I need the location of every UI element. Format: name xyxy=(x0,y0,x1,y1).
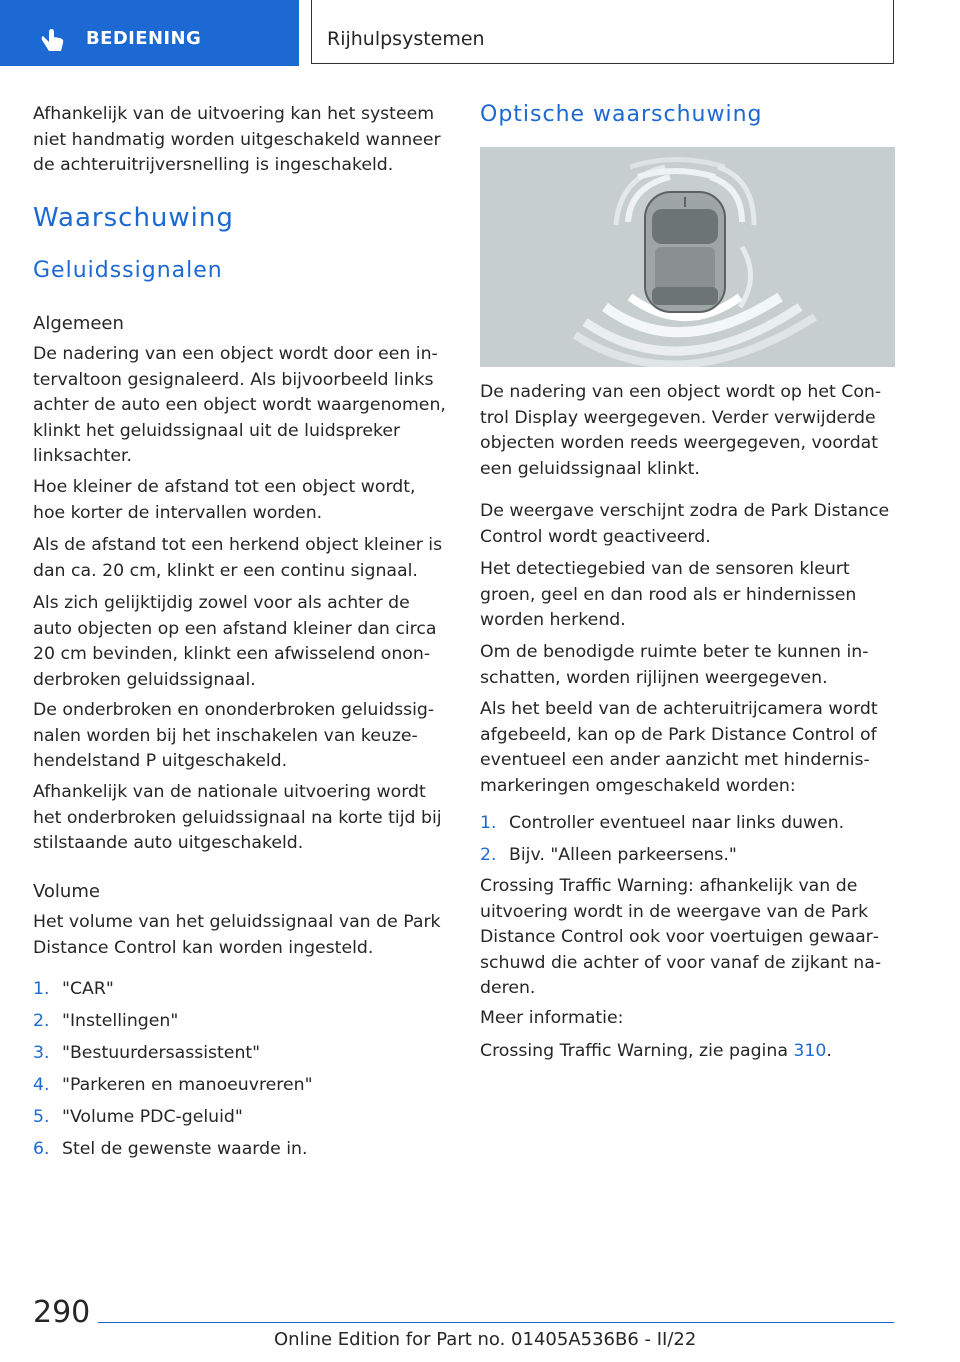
pdc-display-image xyxy=(480,147,895,367)
paragraph-keuzehendel: De onderbroken en ononderbroken geluidssignalen worden bij het inschakelen van keuzehendelstand P uitgeschakeld. xyxy=(33,700,435,771)
section-title: BEDIENING xyxy=(86,28,202,49)
heading-volume: Volume xyxy=(33,881,100,902)
paragraph-cross-reference xyxy=(480,1039,898,1065)
pointing-hand-icon xyxy=(40,26,66,52)
list-number: 2. xyxy=(33,1011,50,1031)
list-number: 2. xyxy=(480,845,497,865)
list-number: 4. xyxy=(33,1075,50,1095)
heading-geluidssignalen: Geluidssignalen xyxy=(33,258,223,283)
paragraph-control-display: De nadering van een object wordt op het Control Display weergegeven. Verder verwijderde objecten worden reeds weergegeven, voordat een geluidssignaal klinkt. xyxy=(480,382,882,479)
paragraph-nationale: Afhankelijk van de nationale uitvoering wordt het onderbroken geluidssignaal na korte tijd bij stilstaande auto uitgeschakeld. xyxy=(33,782,442,853)
paragraph-gelijktijdig: Als zich gelijktijdig zowel voor als achter de auto objecten op een afstand kleiner dan circa 20 cm bevinden, klinkt een afwisselend ononderbroken geluidssignaal. xyxy=(33,593,437,690)
intro-paragraph: Afhankelijk van de uitvoering kan het systeem niet handmatig worden uitgeschakeld wanneer de achteruitrijversnelling is ingeschakeld. xyxy=(33,104,441,175)
chapter-header xyxy=(311,0,894,64)
paragraph-volume: Het volume van het geluidssignaal van de Park Distance Control kan worden ingesteld. xyxy=(33,912,441,958)
paragraph-weergave: De weergave verschijnt zodra de Park Distance Control wordt geactiveerd. xyxy=(480,501,890,547)
cross-reference-text: Crossing Traffic Warning, zie pagina xyxy=(480,1041,794,1061)
page-number: 290 xyxy=(33,1295,91,1330)
list-text: "CAR" xyxy=(62,979,114,999)
footer-edition: Online Edition for Part no. 01405A536B6 - II/22 xyxy=(274,1329,697,1350)
paragraph-detectiegebied: Het detectiegebied van de sensoren kleurt groen, geel en dan rood als er hindernissen worden herkend. xyxy=(480,559,857,630)
list-number: 5. xyxy=(33,1107,50,1127)
list-number: 3. xyxy=(33,1043,50,1063)
paragraph-crossing-traffic: Crossing Traffic Warning: afhankelijk van de uitvoering wordt in de weergave van de Park Distance Control ook voor voertuigen gewaarschuwd die achter of voor vanaf de zijkant naderen. xyxy=(480,876,882,998)
pdc-illustration xyxy=(480,147,895,367)
paragraph-meer-informatie: Meer informatie: xyxy=(480,1008,624,1028)
chapter-title: Rijhulpsystemen xyxy=(327,28,485,50)
list-text: "Instellingen" xyxy=(62,1011,179,1031)
list-text: Bijv. "Alleen parkeersens." xyxy=(509,845,737,865)
section-tab xyxy=(0,0,299,66)
list-text: "Parkeren en manoeuvreren" xyxy=(62,1075,313,1095)
list-text: "Volume PDC-geluid" xyxy=(62,1107,243,1127)
list-text: Stel de gewenste waarde in. xyxy=(62,1139,308,1159)
list-number: 1. xyxy=(480,813,497,833)
cross-reference-end: . xyxy=(826,1041,832,1061)
heading-waarschuwing: Waarschuwing xyxy=(33,203,234,233)
page-link-310[interactable]: 310 xyxy=(793,1041,827,1061)
paragraph-continu: Als de afstand tot een herkend object kleiner is dan ca. 20 cm, klinkt er een continu signaal. xyxy=(33,535,443,581)
paragraph-afstand: Hoe kleiner de afstand tot een object wordt, hoe korter de intervallen worden. xyxy=(33,477,416,523)
list-number: 1. xyxy=(33,979,50,999)
heading-optische-waarschuwing: Optische waarschuwing xyxy=(480,102,763,127)
list-number: 6. xyxy=(33,1139,50,1159)
paragraph-rijlijnen: Om de benodigde ruimte beter te kunnen inschatten, worden rijlijnen weergegeven. xyxy=(480,642,869,688)
paragraph-nadering: De nadering van een object wordt door een intervaltoon gesignaleerd. Als bijvoorbeeld links achter de auto een object wordt waargenomen, klinkt het geluidssignaal uit de luidspreker linksachter. xyxy=(33,344,446,466)
footer-divider xyxy=(98,1322,894,1323)
list-text: Controller eventueel naar links duwen. xyxy=(509,813,845,833)
paragraph-achteruitrijcamera: Als het beeld van de achteruitrijcamera wordt afgebeeld, kan op de Park Distance Control of eventueel een ander aanzicht met hindernismarkeringen omgeschakeld worden: xyxy=(480,699,878,796)
heading-algemeen: Algemeen xyxy=(33,313,124,334)
list-text: "Bestuurdersassistent" xyxy=(62,1043,261,1063)
